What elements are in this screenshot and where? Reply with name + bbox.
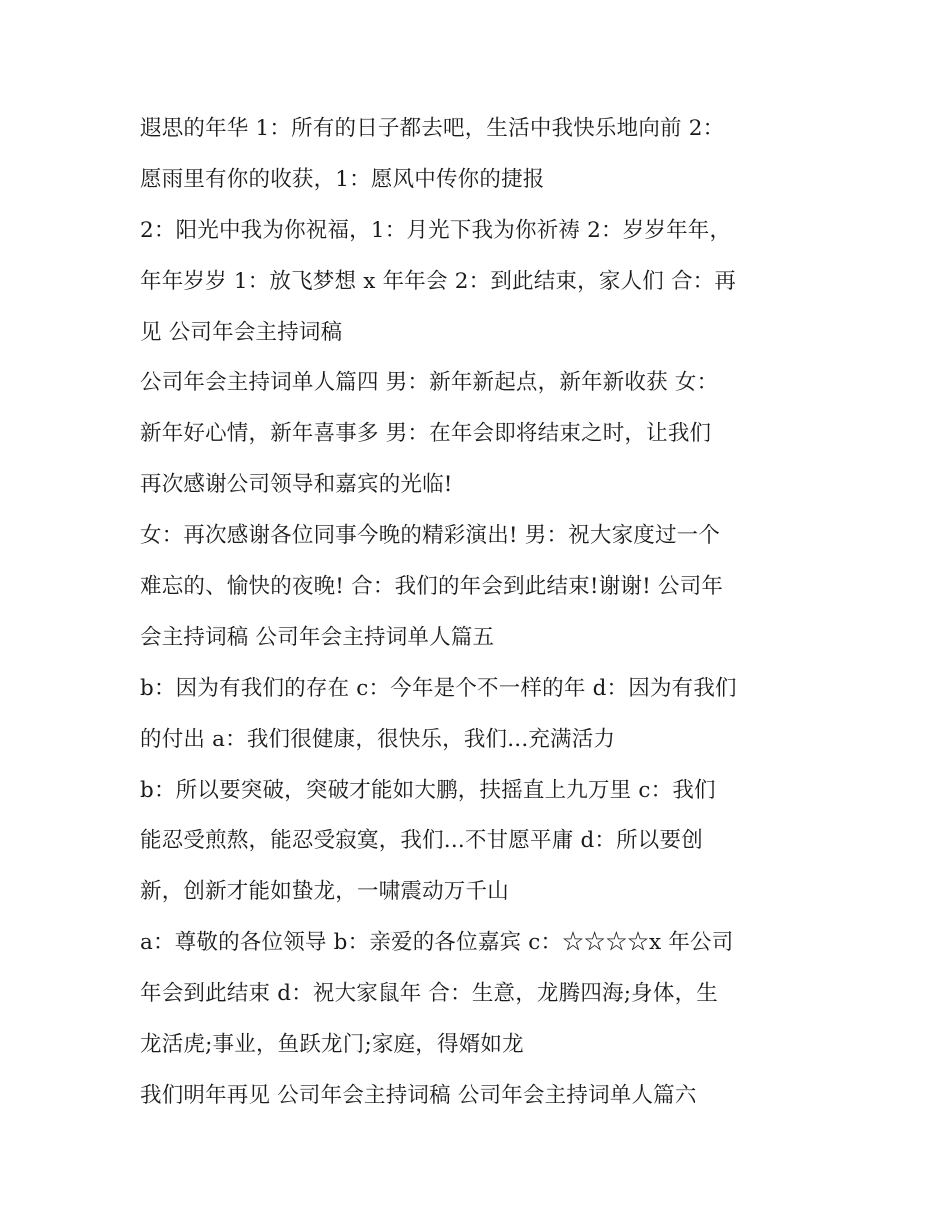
text-line: 再次感谢公司领导和嘉宾的光临! bbox=[140, 472, 453, 498]
text-line: 新年好心情，新年喜事多 男：在年会即将结束之时，让我们 bbox=[140, 421, 712, 447]
text-line: a：尊敬的各位领导 b：亲爱的各位嘉宾 c：☆☆☆☆x 年公司 bbox=[140, 930, 734, 956]
text-line: 我们明年再见 公司年会主持词稿 公司年会主持词单人篇六 bbox=[140, 1082, 697, 1108]
text-line: 新，创新才能如蛰龙，一啸震动万千山 bbox=[140, 879, 509, 905]
text-line: 遐思的年华 1：所有的日子都去吧，生活中我快乐地向前 2： bbox=[140, 116, 725, 141]
text-line: 见 公司年会主持词稿 bbox=[140, 319, 343, 345]
text-line: 2：阳光中我为你祝福，1：月光下我为你祈祷 2：岁岁年年， bbox=[140, 217, 732, 243]
text-line: 公司年会主持词单人篇四 男：新年新起点，新年新收获 女： bbox=[140, 370, 719, 396]
text-line: 会主持词稿 公司年会主持词单人篇五 bbox=[140, 624, 495, 650]
text-line: 难忘的、愉快的夜晚! 合：我们的年会到此结束!谢谢! 公司年 bbox=[140, 574, 724, 600]
text-line: 龙活虎;事业，鱼跃龙门;家庭，得婿如龙 bbox=[140, 1032, 524, 1058]
text-line: 女：再次感谢各位同事今晚的精彩演出! 男：祝大家度过一个 bbox=[140, 523, 721, 549]
text-line: 年年岁岁 1：放飞梦想 x 年年会 2：到此结束，家人们 合：再 bbox=[140, 268, 737, 294]
text-line: b：因为有我们的存在 c：今年是个不一样的年 d：因为有我们 bbox=[140, 675, 737, 701]
text-line: 愿雨里有你的收获，1：愿风中传你的捷报 bbox=[140, 166, 545, 192]
text-line: 年会到此结束 d：祝大家鼠年 合：生意，龙腾四海;身体，生 bbox=[140, 981, 718, 1007]
text-line: 能忍受煎熬，能忍受寂寞，我们...不甘愿平庸 d：所以要创 bbox=[140, 828, 703, 854]
document-body bbox=[140, 104, 830, 1122]
text-line: b：所以要突破，突破才能如大鹏，扶摇直上九万里 c：我们 bbox=[140, 777, 716, 803]
text-line: 的付出 a：我们很健康，很快乐，我们...充满活力 bbox=[140, 726, 616, 752]
